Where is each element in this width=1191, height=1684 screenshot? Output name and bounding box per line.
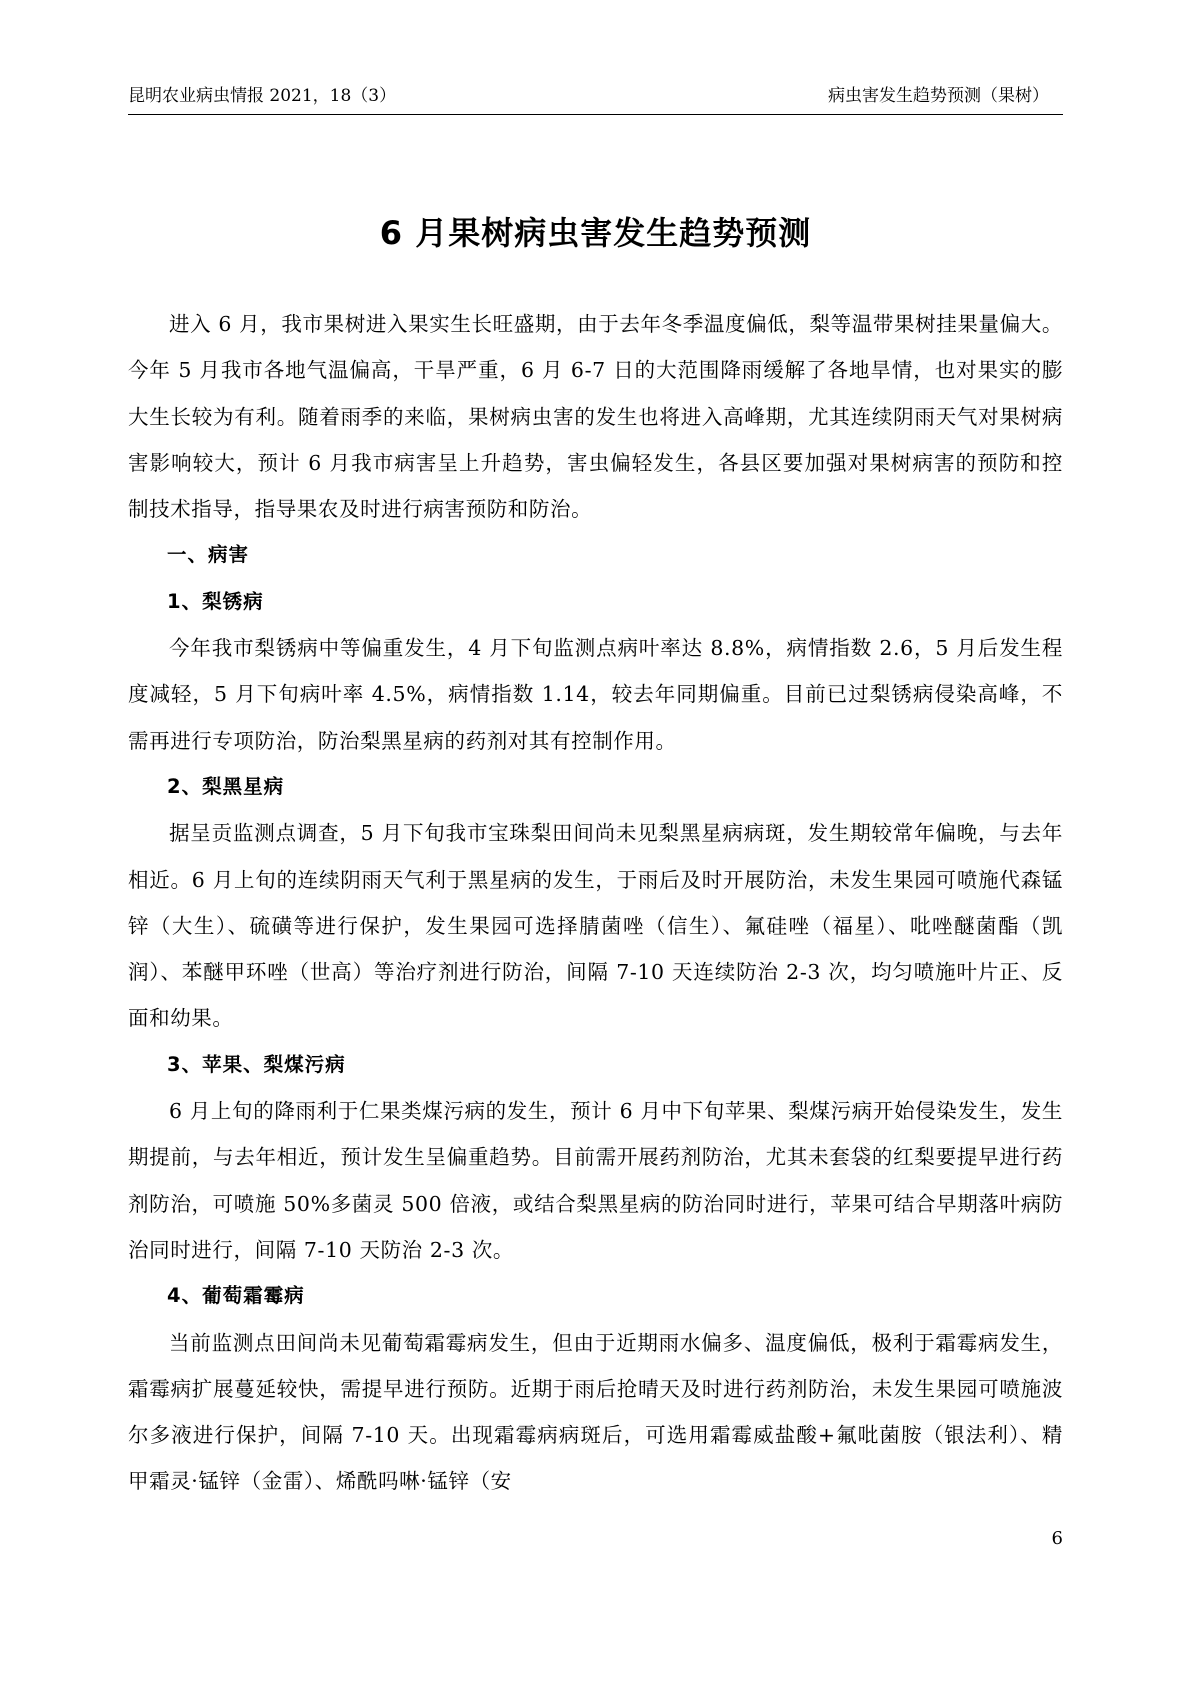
subheading-grape-downy-mildew: 4、葡萄霜霉病 [167,1284,305,1308]
article-body [128,301,1063,1505]
section-heading-diseases: 一、病害 [167,543,250,567]
running-header [128,78,1063,115]
intro-paragraph: 进入 6 月，我市果树进入果实生长旺盛期，由于去年冬季温度偏低，梨等温带果树挂果量偏大。今年 5 月我市各地气温偏高，干旱严重，6 月 6-7 日的大范围降雨缓解了各地旱情，也对果实的膨大生长较为有利。随着雨季的来临，果树病虫害的发生也将进入高峰期，尤其连续阴雨天气对果树病害影响较大，预计 6 月我市病害呈上升趋势，害虫偏轻发生，各县区要加强对果树病害的预防和控制技术指导，指导果农及时进行病害预防和防治。 [128,312,1063,522]
subheading-pear-rust: 1、梨锈病 [167,589,264,613]
page-title: 6 月果树病虫害发生趋势预测 [379,214,812,252]
paragraph-grape-downy-mildew: 当前监测点田间尚未见葡萄霜霉病发生，但由于近期雨水偏多、温度偏低，极利于霜霉病发生，霜霉病扩展蔓延较快，需提早进行预防。近期于雨后抢晴天及时进行药剂防治，未发生果园可喷施波尔多液进行保护，间隔 7-10 天。出现霜霉病病斑后，可选用霜霉威盐酸+氟吡菌胺（银法利）、精甲霜灵·锰锌（金雷）、烯酰吗啉·锰锌（安 [128,1330,1063,1494]
paragraph-pear-scab: 据呈贡监测点调查，5 月下旬我市宝珠梨田间尚未见梨黑星病病斑，发生期较常年偏晚，与去年相近。6 月上旬的连续阴雨天气利于黑星病的发生，于雨后及时开展防治，未发生果园可喷施代森锰锌（大生）、硫磺等进行保护，发生果园可选择腈菌唑（信生）、氟硅唑（福星）、吡唑醚菌酯（凯润）、苯醚甲环唑（世高）等治疗剂进行防治，间隔 7-10 天连续防治 2-3 次，均匀喷施叶片正、反面和幼果。 [128,821,1063,1031]
paragraph-sooty-blotch: 6 月上旬的降雨利于仁果类煤污病的发生，预计 6 月中下旬苹果、梨煤污病开始侵染发生，发生期提前，与去年相近，预计发生呈偏重趋势。目前需开展药剂防治，尤其未套袋的红梨要提早进行药剂防治，可喷施 50%多菌灵 500 倍液，或结合梨黑星病的防治同时进行，苹果可结合早期落叶病防治同时进行，间隔 7-10 天防治 2-3 次。 [128,1099,1063,1262]
journal-info: 昆明农业病虫情报 2021，18（3） [128,86,397,106]
section-name: 病虫害发生趋势预测（果树） [828,86,1049,106]
subheading-pear-scab: 2、梨黑星病 [167,774,285,798]
subheading-sooty-blotch: 3、苹果、梨煤污病 [167,1052,346,1076]
paragraph-pear-rust: 今年我市梨锈病中等偏重发生，4 月下旬监测点病叶率达 8.8%，病情指数 2.6，5 月后发生程度减轻，5 月下旬病叶率 4.5%，病情指数 1.14，较去年同期偏重。目前已过梨锈病侵染高峰，不需再进行专项防治，防治梨黑星病的药剂对其有控制作用。 [128,636,1063,753]
page-number: 6 [1051,1528,1063,1549]
